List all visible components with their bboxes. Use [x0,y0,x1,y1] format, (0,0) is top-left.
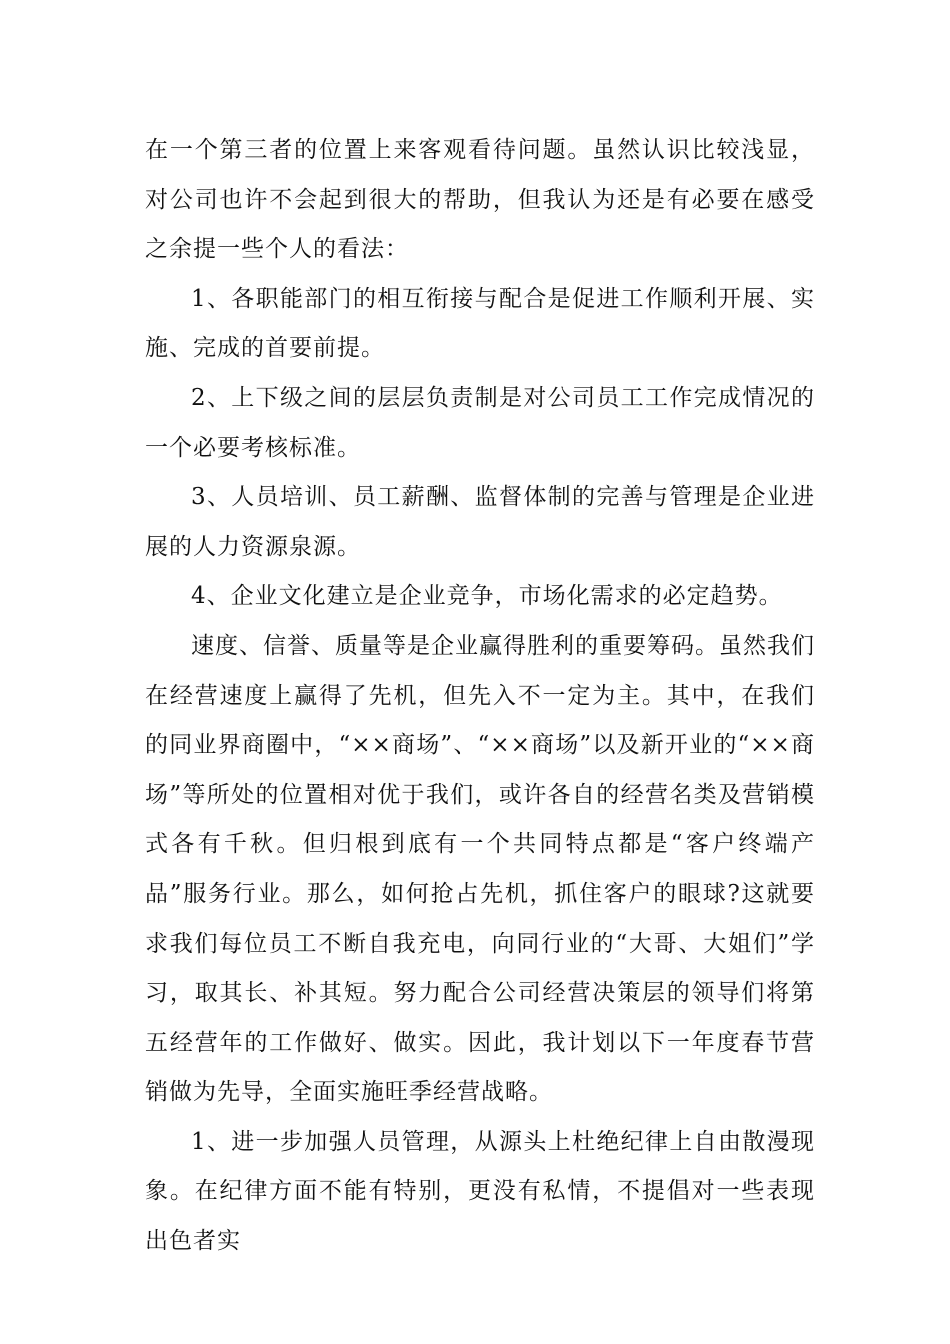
paragraph-point-2: 2、上下级之间的层层负责制是对公司员工工作完成情况的一个必要考核标准。 [145,384,815,461]
paragraph-point-4: 4、企业文化建立是企业竞争，市场化需求的必定趋势。 [191,583,783,610]
paragraph-point-3: 3、人员培训、员工薪酬、监督体制的完善与管理是企业进展的人力资源泉源。 [145,484,815,560]
paragraph-point-1: 1、各职能部门的相互衔接与配合是促进工作顺利开展、实施、完成的首要前提。 [145,285,815,362]
paragraph-intro: 在一个第三者的位置上来客观看待问题。虽然认识比较浅显，对公司也许不会起到很大的帮助，但我认为还是有必要在感受之余提一些个人的看法： [145,137,815,263]
paragraph-strategy: 速度、信誉、质量等是企业赢得胜利的重要筹码。虽然我们在经营速度上赢得了先机，但先入不一定为主。其中，在我们的同业界商圈中，“××商场”、“××商场”以及新开业的“××商场”等所处的位置相对优于我们，或许各自的经营名类及营销模式各有千秋。但归根到底有一个共同特点都是“客户终端产品”服务行业。那么，如何抢占先机，抓住客户的眼球?这就要求我们每位员工不断自我充电，向同行业的“大哥、大姐们”学习，取其长、补其短。努力配合公司经营决策层的领导们将第五经营年的工作做好、做实。因此，我计划以下一年度春节营销做为先导，全面实施旺季经营战略。 [145,632,815,1106]
document-body [145,126,815,1267]
paragraph-plan-1: 1、进一步加强人员管理，从源头上杜绝纪律上自由散漫现象。在纪律方面不能有特别，更没有私情，不提倡对一些表现出色者实 [145,1128,815,1255]
